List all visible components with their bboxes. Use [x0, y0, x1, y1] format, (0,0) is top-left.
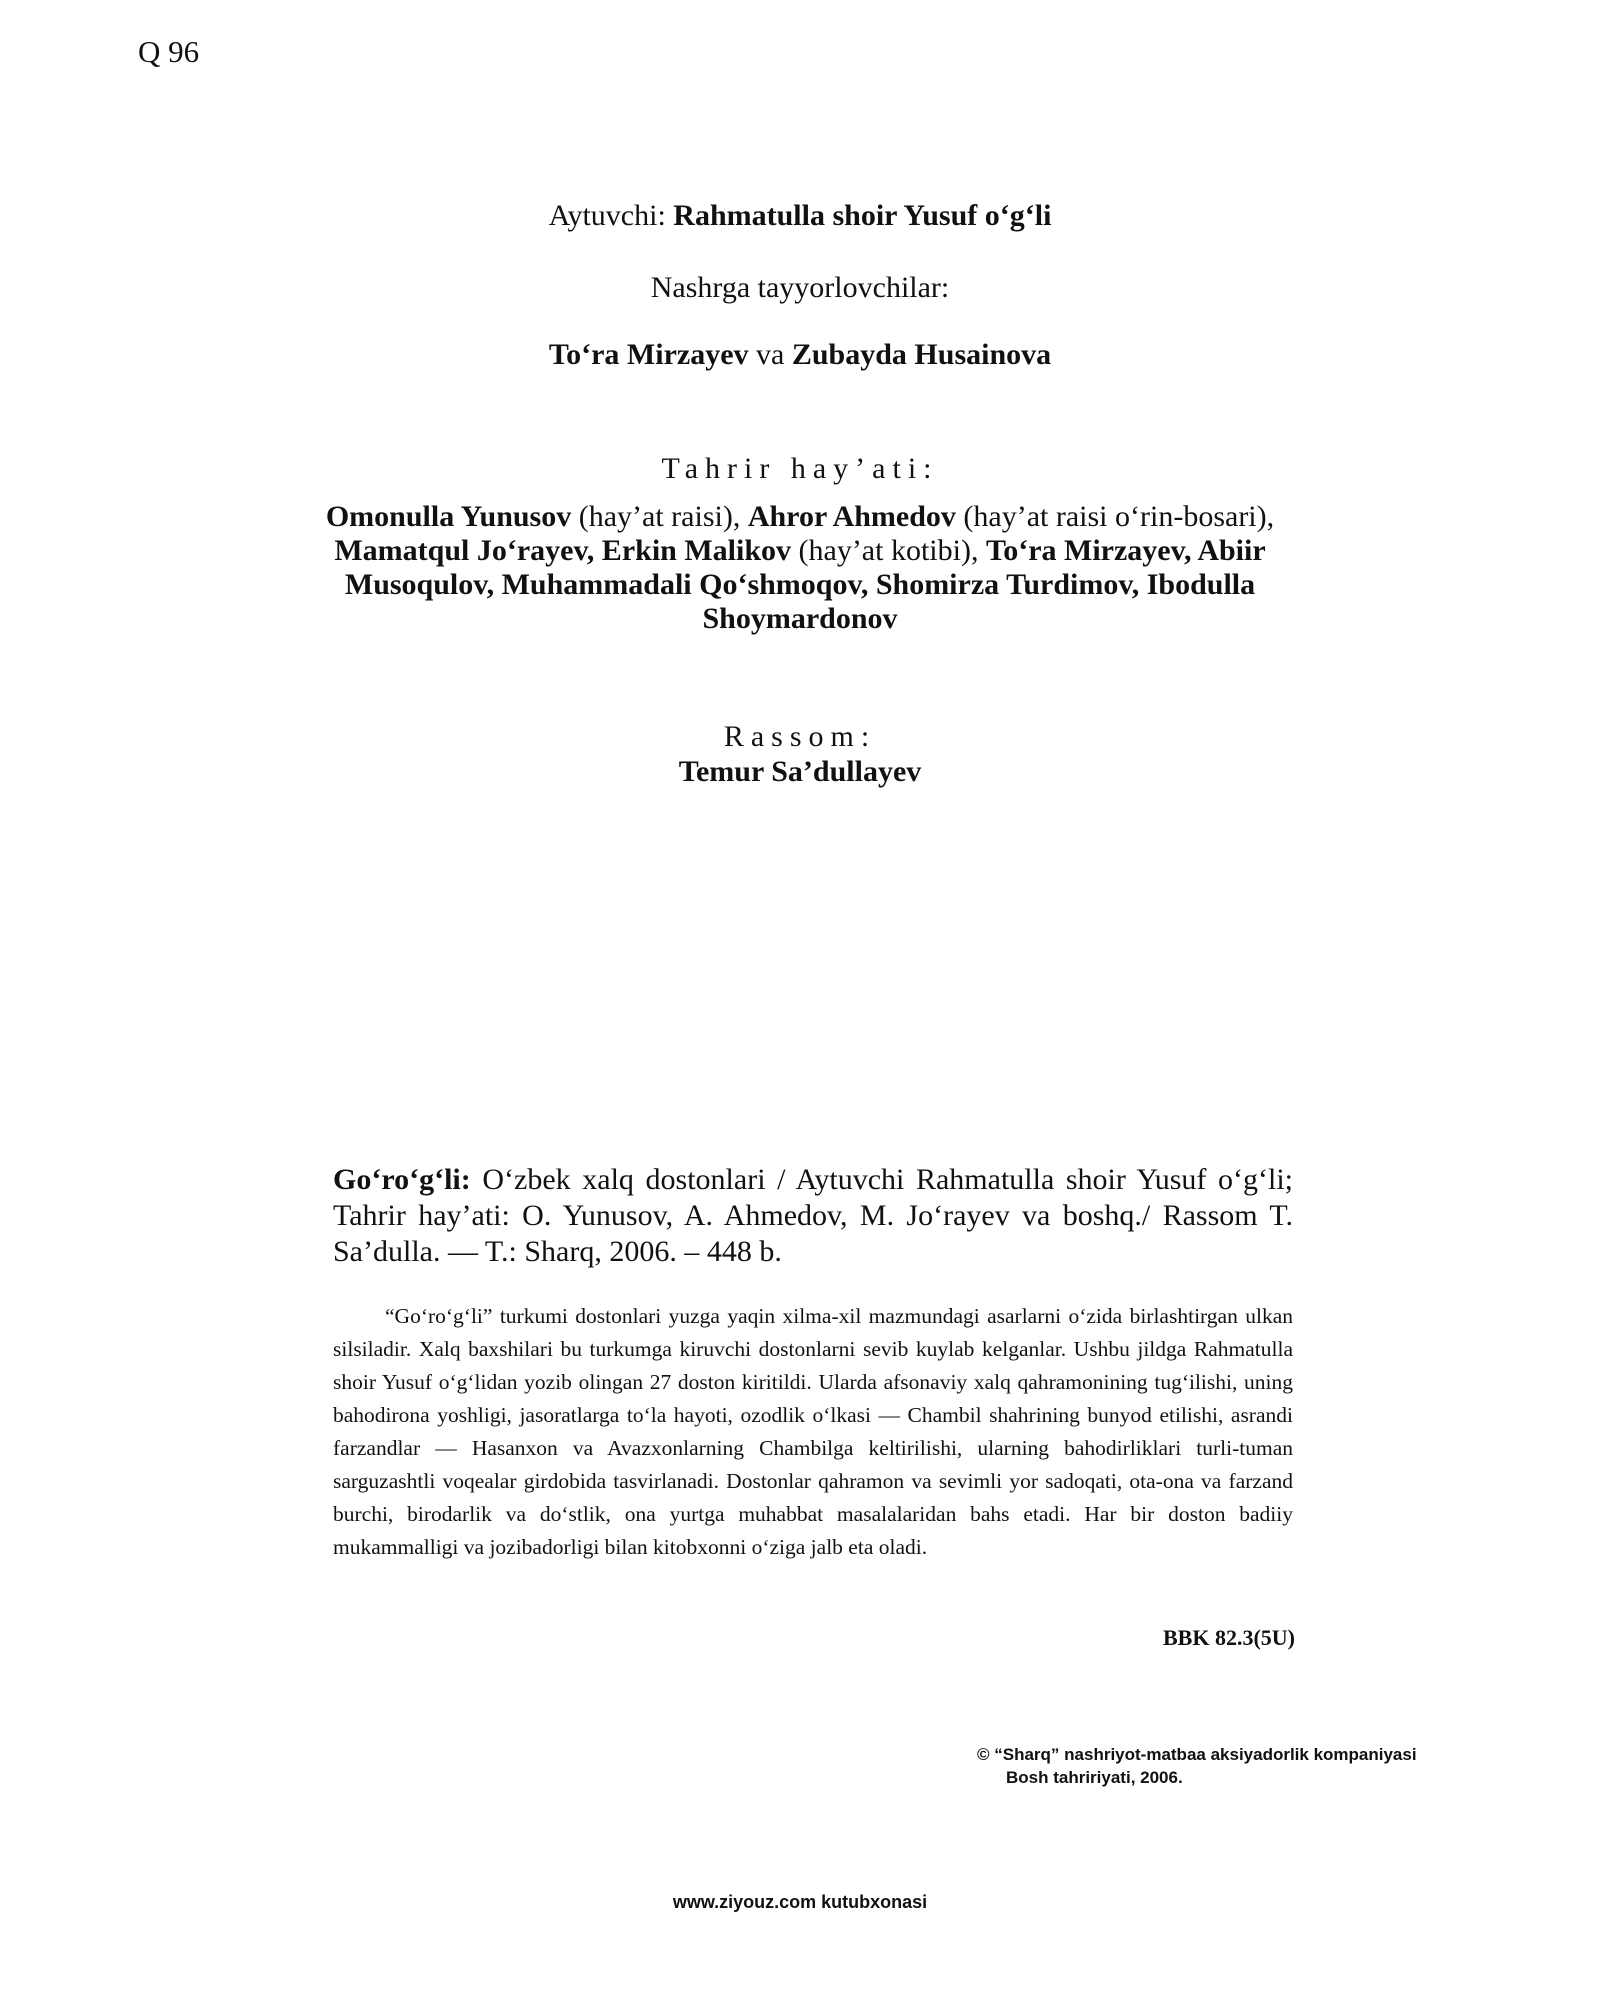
board-member-name: Omonulla Yunusov	[325, 500, 572, 533]
bibliographic-description	[333, 1162, 1293, 1270]
bibliographic-text: O‘zbek xalq dostonlari / Aytuvchi Rahmatulla shoir Yusuf o‘g‘li; Tahrir hay’ati: O. Yunusov, A. Ahmedov, M. Jo‘rayev va boshq./ Rassom T. Sa’dulla. — T.: Sharq, 2006. – 448 b.	[333, 1163, 1293, 1268]
preparer-name-2: Zubayda Husainova	[791, 338, 1052, 371]
board-member-name: Mamatqul Jo‘rayev, Erkin Malikov	[334, 534, 792, 567]
author-line	[0, 198, 1600, 234]
board-member-name: To‘ra Mirzayev, Abiir Musoqulov, Muhammadali Qo‘shmoqov, Shomirza Turdimov, Ibodulla Shoymardonov	[344, 534, 1266, 635]
artist-label: Rassom:	[723, 720, 877, 753]
book-title: Go‘ro‘g‘li:	[333, 1163, 471, 1196]
copyright-notice	[977, 1743, 1417, 1789]
preparers-label: Nashrga tayyorlovchilar:	[650, 271, 950, 304]
board-member-role: (hay’at raisi o‘rin-bosari),	[955, 500, 1275, 533]
copyright-line-2: Bosh tahririyati, 2006.	[1006, 1768, 1183, 1787]
artist-name: Temur Sa’dullayev	[678, 755, 922, 788]
annotation-text: “Go‘ro‘g‘li” turkumi dostonlari yuzga yaqin xilma-xil mazmundagi asarlarni o‘zida birlashtirgan ulkan silsiladir. Xalq baxshilari bu turkumga kiruvchi dostonlarni sevib kuylab kelganlar. Ushbu jildga Rahmatulla shoir Yusuf o‘g‘lidan yozib olingan 27 doston kiritildi. Ularda afsonaviy xalq qahramonining tug‘ilishi, uning bahodirona yoshligi, jasoratlarga to‘la hayoti, ozodlik o‘lkasi — Chambil shahrining bunyod etilishi, asrandi farzandlar — Hasanxon va Avazxonlarning Chambilga keltirilishi, ularning bahodirliklari turli-tuman sarguzashtli voqealar girdobida tasvirlanadi. Dostonlar qahramon va sevimli yor sadoqati, ota-ona va farzand burchi, birodarlik va do‘stlik, ona yurtga muhabbat masalalaridan bahs etadi. Har bir doston badiiy mukammalligi va jozibadorligi bilan kitobxonni o‘ziga jalb eta oladi.	[333, 1304, 1293, 1559]
board-member-role: (hay’at kotibi),	[791, 534, 986, 567]
editorial-board-members	[300, 500, 1300, 636]
copyright-line-1: © “Sharq” nashriyot-matbaa aksiyadorlik kompaniyasi	[977, 1745, 1417, 1764]
preparers-conjunction: va	[748, 338, 792, 371]
editorial-board-label: Tahrir hay’ati:	[661, 452, 939, 485]
author-label: Aytuvchi:	[548, 199, 674, 232]
board-member-role: (hay’at raisi),	[571, 500, 748, 533]
author-name: Rahmatulla shoir Yusuf o‘g‘li	[673, 199, 1052, 232]
preparers-names	[0, 337, 1600, 373]
board-member-name: Ahror Ahmedov	[747, 500, 956, 533]
page-code: Q 96	[138, 34, 200, 69]
annotation	[333, 1300, 1293, 1564]
bbk-code: BBK 82.3(5U)	[1163, 1625, 1295, 1650]
preparer-name-1: To‘ra Mirzayev	[548, 338, 749, 371]
footer-url: www.ziyouz.com kutubxonasi	[672, 1892, 928, 1912]
